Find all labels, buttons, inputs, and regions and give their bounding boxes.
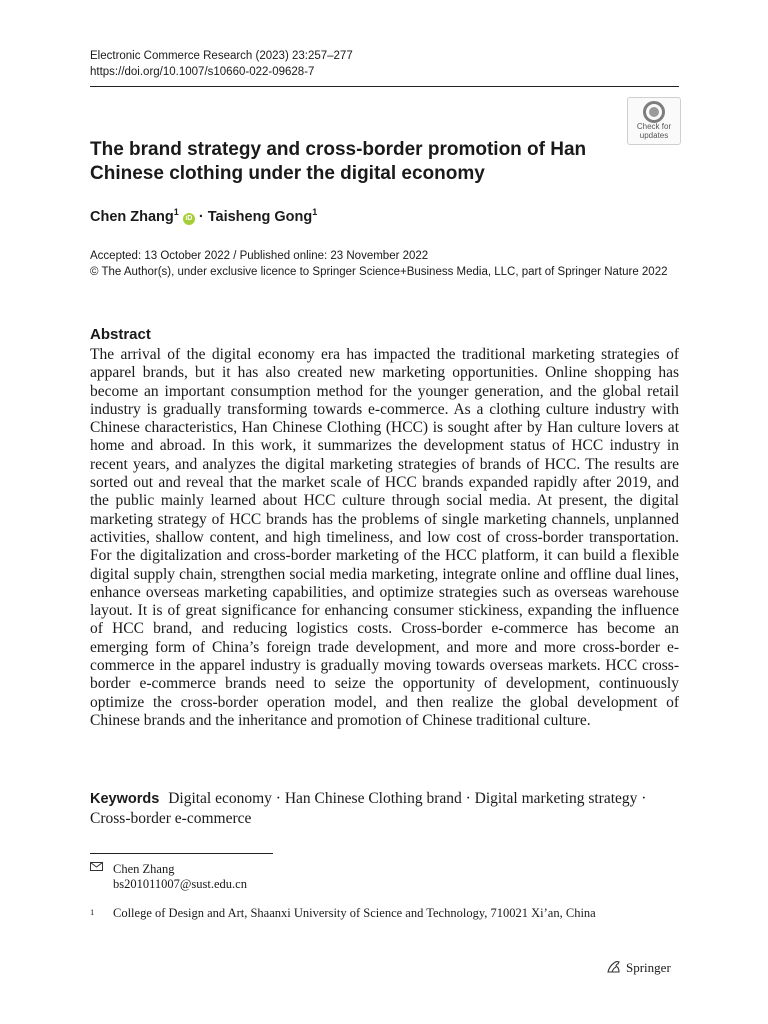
paper-title: The brand strategy and cross-border promotion of Han Chinese clothing under the digital economy xyxy=(90,139,587,184)
journal-citation xyxy=(90,48,353,80)
orcid-icon[interactable]: iD xyxy=(183,213,195,225)
envelope-icon xyxy=(90,862,103,871)
author-affil-sup: 1 xyxy=(312,207,318,217)
accepted-published-line: Accepted: 13 October 2022 / Published online: 23 November 2022 xyxy=(90,250,429,262)
springer-horse-icon xyxy=(606,960,622,974)
affiliation-text: College of Design and Art, Shaanxi University of Science and Technology, 710021 Xi’an, China xyxy=(113,906,596,920)
doi-link[interactable]: https://doi.org/10.1007/s10660-022-09628-7 xyxy=(90,66,315,78)
publisher-logo xyxy=(606,960,671,976)
header-rule xyxy=(90,86,679,87)
keywords-list: Digital economy · Han Chinese Clothing brand · Digital marketing strategy · Cross-border e-commerce xyxy=(90,790,647,827)
corresponding-name: Chen Zhang xyxy=(113,862,175,876)
journal-line: Electronic Commerce Research (2023) 23:257–277 xyxy=(90,50,353,62)
keywords-heading: Keywords xyxy=(90,791,160,807)
footnote-rule xyxy=(90,853,273,854)
check-for-updates-badge[interactable] xyxy=(627,97,681,145)
author-list xyxy=(90,207,317,225)
copyright-line: © The Author(s), under exclusive licence to Springer Science+Business Media, LLC, part of Springer Nature 2022 xyxy=(90,265,668,278)
publisher-name: Springer xyxy=(626,960,671,975)
check-updates-line2: updates xyxy=(639,130,669,140)
corresponding-email[interactable]: bs201011007@sust.edu.cn xyxy=(113,877,247,891)
author-affil-sup: 1 xyxy=(173,207,179,217)
author-name[interactable]: Taisheng Gong xyxy=(207,209,313,225)
keywords-section xyxy=(90,789,679,828)
abstract-body: The arrival of the digital economy era has impacted the traditional marketing strategies of apparel brands, but it has also created new marketing opportunities. Online shopping has become an important consumption method for the younger generation, and the global retail industry is gradually transforming towards e-commerce. As a clothing culture industry with Chinese characteristics, Han Chinese Clothing (HCC) is sought after by Han culture lovers at home and abroad. In this work, it summarizes the development status of HCC industry in recent years, and analyzes the digital marketing strategies of brands of HCC. The results are sorted out and reveal that the market scale of HCC brands expanded rapidly after 2019, and the public mainly learned about HCC culture through social media. At present, the digital marketing strategy of HCC brands has the problems of single marketing channels, unplanned activities, shallow content, and high timeliness, and low cost of cross-border transportation. For the digitalization and cross-border marketing of the HCC platform, it can build a flexible digital supply chain, strengthen social media marketing, integrate online and offline dual lines, enhance overseas marketing capabilities, and optimize strategies such as overseas warehouse layout. It is of great significance for enhancing consumer stickiness, expanding the influence of HCC brand, and reducing logistics costs. Cross-border e-commerce has become an emerging form of China’s foreign trade development, and more and more cross-border e-commerce in the apparel industry is gradually moving towards overseas markets. HCC cross-border e-commerce brands need to seize the opportunity of development, continuously optimize the cross-border operation model, and then realize the global development of Chinese brands and the inheritance and promotion of Chinese traditional culture. xyxy=(90,346,679,729)
abstract-heading: Abstract xyxy=(90,326,151,343)
publication-dates xyxy=(90,249,690,280)
author-separator: · xyxy=(198,209,204,225)
affiliation-number: 1 xyxy=(90,907,95,917)
author-name[interactable]: Chen Zhang xyxy=(90,209,174,225)
crossmark-icon xyxy=(643,101,665,123)
check-updates-line1: Check for xyxy=(636,122,672,131)
